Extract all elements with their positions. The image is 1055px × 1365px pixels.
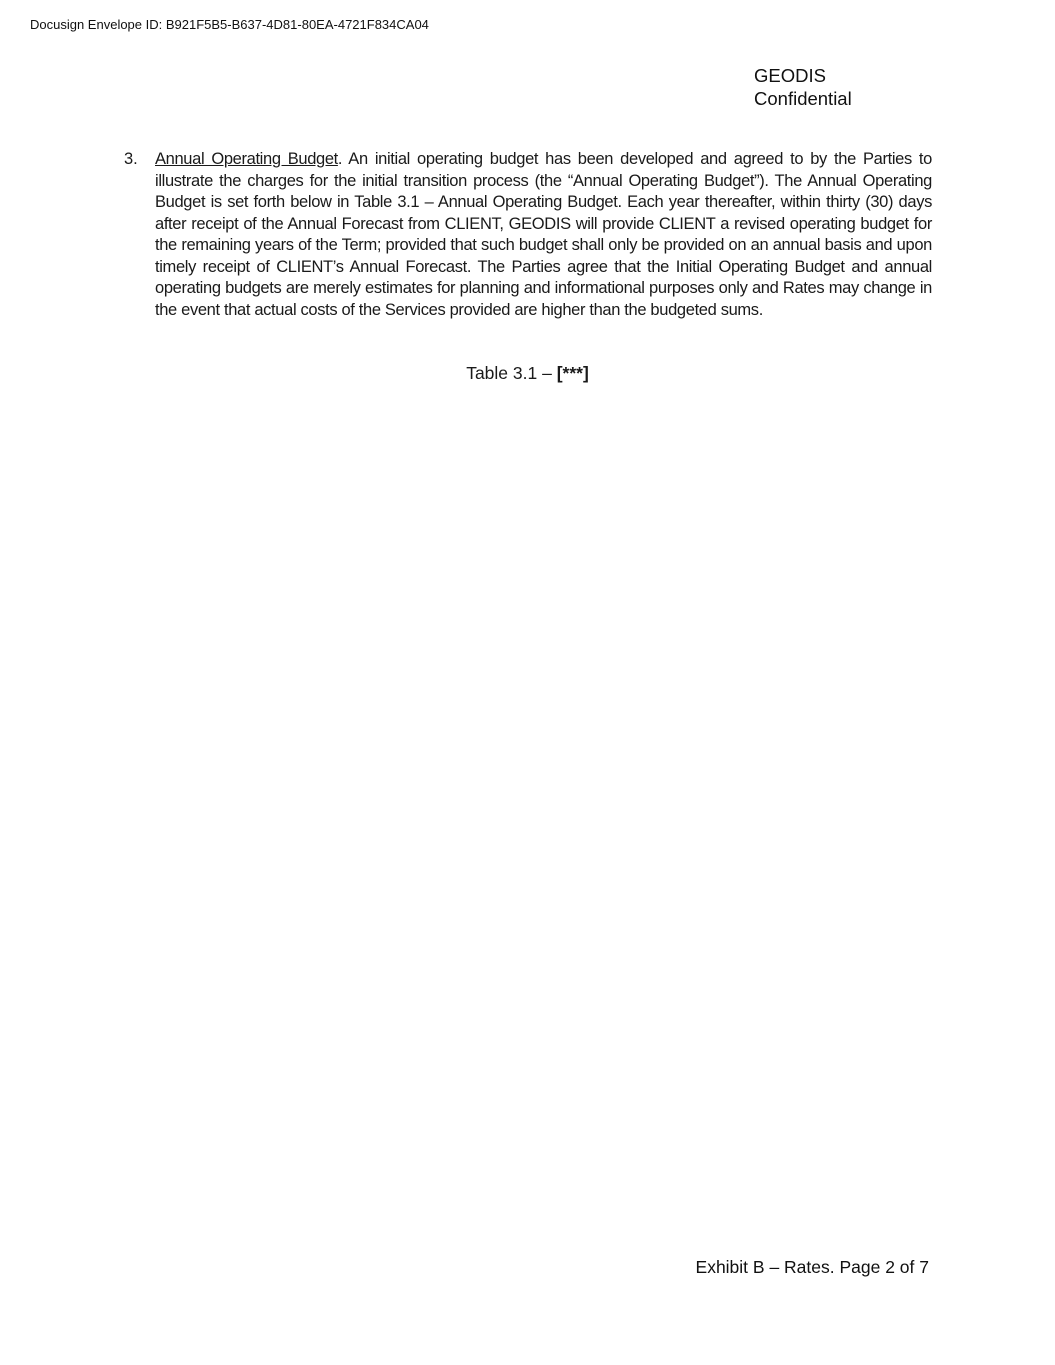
section-text: . An initial operating budget has been developed and agreed to by the Parties to illustrate the charges for the initial transition process (the “Annual Operating Budget”). The Annual Operating Budget is set forth below in Table 3.1 – Annual Operating Budget. Each year thereafter, within thirty (30) days after receipt of the Annual Forecast from CLIENT, GEODIS will provide CLIENT a revised operating budget for the remaining years of the Term; provided that such budget shall only be provided on an annual basis and upon timely receipt of CLIENT’s Annual Forecast. The Parties agree that the Initial Operating Budget and annual operating budgets are merely estimates for planning and informational purposes only and Rates may change in the event that actual costs of the Services provided are higher than the budgeted sums. xyxy=(155,150,932,319)
header-classification: Confidential xyxy=(754,88,852,109)
section-number: 3. xyxy=(124,150,138,168)
section-annual-operating-budget xyxy=(124,149,932,321)
header-company: GEODIS xyxy=(754,65,826,86)
document-header xyxy=(754,64,852,110)
table-caption-redacted: [***] xyxy=(556,363,589,383)
section-title: Annual Operating Budget xyxy=(155,150,338,168)
page-footer: Exhibit B – Rates. Page 2 of 7 xyxy=(695,1257,929,1277)
envelope-id: Docusign Envelope ID: B921F5B5-B637-4D81-80EA-4721F834CA04 xyxy=(30,17,429,32)
table-caption-label: Table 3.1 – xyxy=(466,363,557,383)
section-paragraph xyxy=(155,149,932,321)
table-caption xyxy=(0,363,1055,384)
